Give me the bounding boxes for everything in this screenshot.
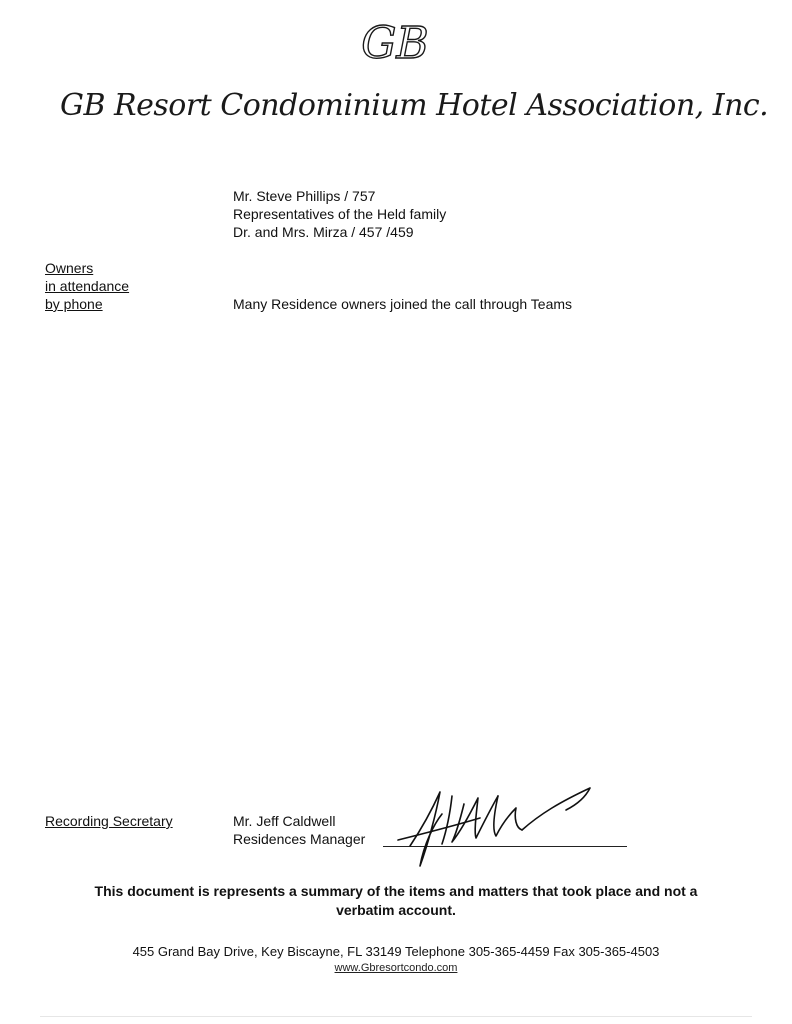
attendee-item: Dr. and Mrs. Mirza / 457 /459 [233,224,414,240]
owners-label-line: in attendance [45,278,130,294]
disclaimer-notice [40,882,752,920]
disclaimer-line: This document is represents a summary of the items and matters that took place and not a [94,883,698,899]
logo-monogram-text: GB [361,18,429,69]
owners-label-line: by phone [45,296,103,312]
secretary-title: Residences Manager [233,831,366,847]
attendee-list [233,187,446,241]
owners-label-line: Owners [45,260,94,276]
attendee-item: Mr. Steve Phillips / 757 [233,188,376,204]
website-link[interactable]: www.Gbresortcondo.com [334,962,458,974]
secretary-details [233,812,365,848]
owners-by-phone-value: Many Residence owners joined the call through Teams [233,296,573,312]
footer-address: 455 Grand Bay Drive, Key Biscayne, FL 33149 Telephone 305-365-4459 Fax 305-365-4503 [132,944,660,959]
organization-name: GB Resort Condominium Hotel Association, Inc. [60,88,769,123]
secretary-name: Mr. Jeff Caldwell [233,813,336,829]
handwritten-signature [390,774,620,874]
disclaimer-line: verbatim account. [336,902,456,918]
recording-secretary-label: Recording Secretary [45,813,173,829]
owners-by-phone-label [45,259,129,313]
page-bottom-rule [40,1016,752,1017]
gb-monogram-logo [345,14,445,72]
attendee-item: Representatives of the Held family [233,206,447,222]
